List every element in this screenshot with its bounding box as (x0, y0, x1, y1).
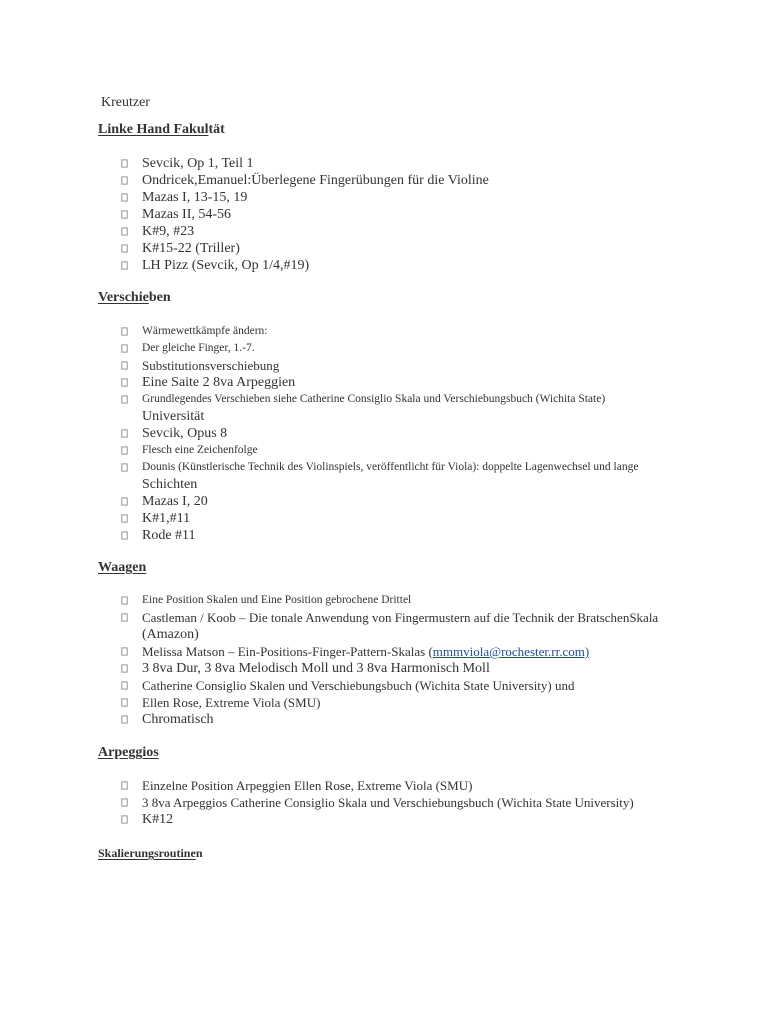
list-item-text: K#15-22 (Triller) (142, 241, 240, 256)
bullet-icon (121, 514, 127, 522)
bullet-icon (121, 227, 127, 235)
list-arpeggios (0, 777, 634, 828)
list-item (0, 206, 489, 223)
list-item-text: Ondricek,Emanuel:Überlegene Fingerübungen für die Violine (142, 173, 489, 188)
heading-scale-routines (98, 846, 203, 861)
bullet-icon (121, 344, 127, 352)
bullet-icon (121, 531, 127, 539)
list-item (0, 357, 638, 374)
list-item (0, 425, 638, 442)
list-item-text: (Amazon) (142, 627, 199, 642)
list-item-text: Chromatisch (142, 712, 214, 727)
list-item (0, 510, 638, 527)
list-item-text: Rode #11 (142, 528, 196, 543)
list-item-text: Dounis (Künstlerische Technik des Violinspiels, veröffentlicht für Viola): doppelte Lagenwechsel und lange (142, 461, 639, 473)
top-label: Kreutzer (101, 95, 150, 110)
bullet-icon (121, 681, 127, 689)
list-item-text: Universität (142, 409, 205, 424)
list-item (0, 374, 638, 391)
list-item-text: LH Pizz (Sevcik, Op 1/4,#19) (142, 258, 310, 273)
bullet-icon (121, 815, 127, 823)
list-item-text: 3 8va Dur, 3 8va Melodisch Moll und 3 8va Harmonisch Moll (142, 661, 490, 676)
list-item (0, 609, 658, 626)
list-item (0, 794, 634, 811)
list-item-text: Schichten (142, 477, 198, 492)
bullet-icon (121, 446, 127, 454)
heading-scales (98, 560, 146, 576)
bullet-icon (121, 327, 127, 335)
heading-scales-underlined: Waagen (98, 560, 147, 575)
list-item-text: Ellen Rose, Extreme Viola (SMU) (142, 695, 321, 710)
list-item-text: Mazas I, 20 (142, 494, 208, 509)
list-item (0, 323, 638, 340)
bullet-icon (121, 715, 127, 723)
bullet-icon (121, 176, 127, 184)
list-item (0, 493, 638, 510)
list-item-text: Sevcik, Opus 8 (142, 426, 228, 441)
bullet-icon (121, 210, 127, 218)
bullet-icon (121, 159, 127, 167)
list-item (0, 459, 638, 476)
list-item-continuation (0, 476, 638, 493)
list-item-text: Flesch eine Zeichenfolge (142, 444, 258, 456)
list-item-text: Sevcik, Op 1, Teil 1 (142, 156, 254, 171)
heading-scale-routines-rest: n (195, 846, 203, 860)
list-shifting (0, 323, 638, 544)
list-item (0, 240, 489, 257)
bullet-icon (121, 261, 127, 269)
list-item (0, 811, 634, 828)
heading-scale-routines-underlined: Skalierungsroutine (98, 846, 196, 860)
heading-left-hand-underlined: Linke Hand Fakul (98, 122, 209, 137)
list-item-text: Melissa Matson – Ein-Positions-Finger-Pattern-Skalas ( (142, 644, 433, 659)
bullet-icon (121, 193, 127, 201)
bullet-icon (121, 647, 127, 655)
bullet-icon (121, 613, 127, 621)
list-item (0, 527, 638, 544)
list-item-text: 3 8va Arpeggios Catherine Consiglio Skala und Verschiebungsbuch (Wichita State University) (142, 795, 634, 810)
heading-left-hand-rest: tät (208, 122, 225, 137)
list-item (0, 643, 658, 660)
list-item (0, 442, 638, 459)
list-item-text: Eine Saite 2 8va Arpeggien (142, 375, 296, 390)
list-item-text: K#9, #23 (142, 224, 195, 239)
list-item-text: Wärmewettkämpfe ändern: (142, 325, 268, 337)
list-item (0, 711, 658, 728)
list-item-text: Castleman / Koob – Die tonale Anwendung von Fingermustern auf die Technik der BratschenSkala (142, 610, 659, 625)
list-left-hand (0, 155, 489, 274)
list-item (0, 777, 634, 794)
list-item-text: Einzelne Position Arpeggien Ellen Rose, Extreme Viola (SMU) (142, 778, 473, 793)
heading-shifting-underlined: Verschie (98, 290, 149, 305)
list-item (0, 694, 658, 711)
list-item-text: Catherine Consiglio Skalen und Verschiebungsbuch (Wichita State University) und (142, 678, 575, 693)
email-link[interactable]: mmmviola@rochester.rr.com) (432, 644, 590, 659)
list-item (0, 223, 489, 240)
list-item-text: Mazas II, 54-56 (142, 207, 232, 222)
list-item (0, 155, 489, 172)
bullet-icon (121, 798, 127, 806)
heading-arpeggios (98, 745, 159, 761)
list-item-text: Der gleiche Finger, 1.-7. (142, 342, 255, 354)
list-item (0, 340, 638, 357)
list-item (0, 592, 658, 609)
bullet-icon (121, 378, 127, 386)
heading-left-hand (98, 122, 225, 138)
heading-arpeggios-underlined: Arpeggios (98, 745, 159, 760)
list-item (0, 677, 658, 694)
list-item-continuation (0, 626, 658, 643)
list-item-text: Substitutionsverschiebung (142, 358, 280, 373)
list-item (0, 391, 638, 408)
bullet-icon (121, 244, 127, 252)
bullet-icon (121, 361, 127, 369)
bullet-icon (121, 781, 127, 789)
heading-shifting (98, 290, 171, 306)
bullet-icon (121, 497, 127, 505)
heading-shifting-rest: ben (148, 290, 171, 305)
bullet-icon (121, 698, 127, 706)
bullet-icon (121, 429, 127, 437)
list-item (0, 660, 658, 677)
list-item-text: K#1,#11 (142, 511, 191, 526)
list-item (0, 257, 489, 274)
list-item-text: Mazas I, 13-15, 19 (142, 190, 248, 205)
list-item-text: Eine Position Skalen und Eine Position gebrochene Drittel (142, 594, 412, 606)
list-item (0, 172, 489, 189)
bullet-icon (121, 596, 127, 604)
list-item-continuation (0, 408, 638, 425)
bullet-icon (121, 664, 127, 672)
list-item-text: K#12 (142, 812, 174, 827)
bullet-icon (121, 395, 127, 403)
list-scales (0, 592, 658, 728)
bullet-icon (121, 463, 127, 471)
list-item (0, 189, 489, 206)
list-item-text: Grundlegendes Verschieben siehe Catherine Consiglio Skala und Verschiebungsbuch (Wichita State) (142, 393, 606, 405)
